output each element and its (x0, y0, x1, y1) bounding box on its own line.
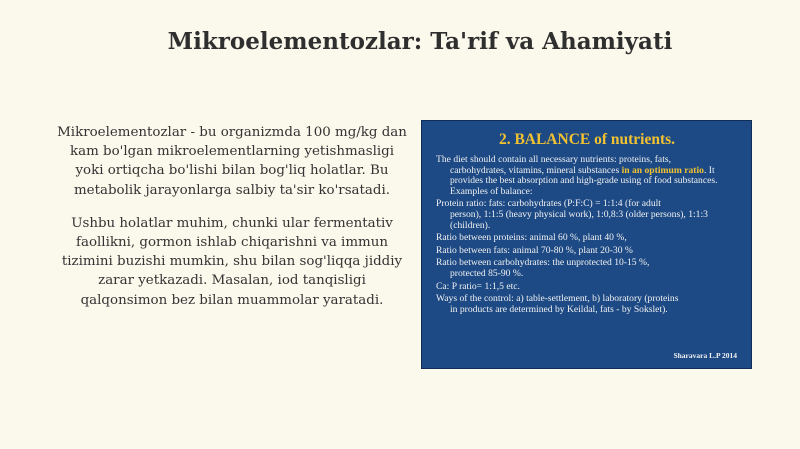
image-line-diet (436, 155, 738, 197)
diet-line-b: . It provides the best absorption and high-grade using of food substances. Examples of balance: (450, 164, 718, 197)
image-credit: Sharavara L.P 2014 (673, 351, 737, 360)
image-heading: 2. BALANCE of nutrients. (498, 131, 676, 148)
carb-first: Ratio between carbohydrates: the unprotected 10-15 %, (436, 257, 650, 269)
image-text-block (436, 155, 738, 315)
diet-line-a: carbohydrates, vitamins, mineral substances (450, 164, 622, 176)
image-line-control (436, 294, 738, 315)
balance-of-nutrients-image (421, 120, 752, 369)
protein-ratio-indent: person), 1:1:5 (heavy physical work), 1:0,8:3 (older persons), 1:1:3 (children). (450, 208, 708, 231)
paragraph-importance: Ushbu holatlar muhim, chunki ular fermentativ faollikni, gormon ishlab chiqarishni va immun tizimini buzishi mumkin, shu bilan sog'liqqa jiddiy zarar yetkazadi. Masalan, iod tanqisligi qalqonsimon bez bilan muammolar yaratadi. (61, 215, 403, 308)
diet-line-indent (436, 166, 738, 198)
image-line-fats: Ratio between fats: animal 70-80 %, plant 20-30 % (436, 244, 633, 256)
ratio-highlight: ratio (684, 164, 704, 176)
control-indent: in products are determined by Keildal, fats - by Sokslet). (450, 303, 668, 315)
description-text (56, 123, 408, 324)
image-line-protein-ratio (436, 199, 738, 231)
carb-indent: protected 85-90 %. (450, 267, 524, 279)
optimum-highlight: in an optimum (621, 164, 682, 176)
page-title: Mikroelementozlar: Ta'rif va Ahamiyati (167, 28, 673, 55)
image-line-carbohydrates (436, 258, 738, 279)
protein-ratio-first: Protein ratio: fats: carbohydrates (P:F:C) = 1:1:4 (for adult (436, 198, 661, 210)
paragraph-definition: Mikroelementozlar - bu organizmda 100 mg/kg dan kam bo'lgan mikroelementlarning yetishmasligi yoki ortiqcha bo'lishi bilan bog'liq holatlar. Bu metabolik jarayonlarga salbiy ta'sir ko'rsatadi. (57, 125, 407, 198)
image-line-ca-p: Ca: P ratio= 1:1,5 etc. (436, 280, 520, 292)
image-line-proteins: Ratio between proteins: animal 60 %, plant 40 %, (436, 232, 627, 244)
diet-line-first: The diet should contain all necessary nutrients: proteins, fats, (436, 154, 671, 165)
control-first: Ways of the control: a) table-settlement, b) laboratory (proteins (436, 293, 679, 305)
